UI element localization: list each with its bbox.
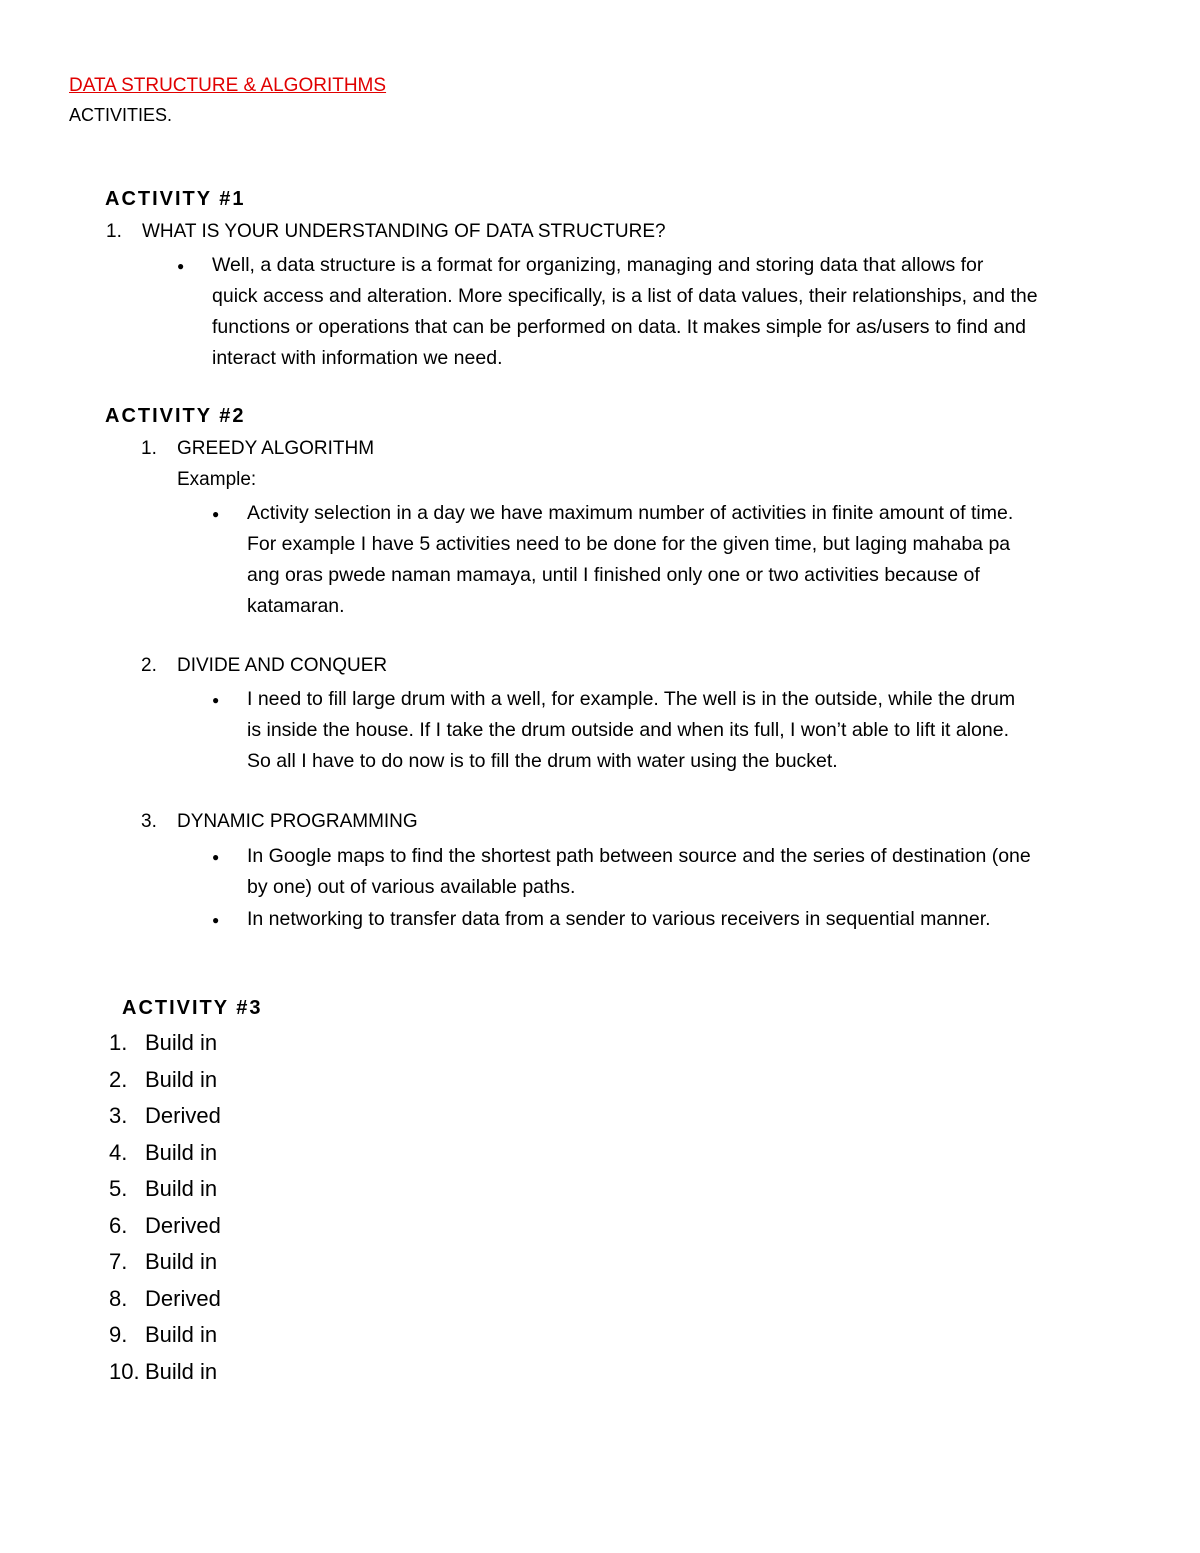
bullet-icon: ● xyxy=(212,507,220,521)
bullet-line: is inside the house. If I take the drum outside and when its full, I won’t able to lift it alone. xyxy=(247,719,1010,741)
bullet-line: ang oras pwede naman mamaya, until I finished only one or two activities because of xyxy=(247,564,980,586)
bullet-line: In Google maps to find the shortest path between source and the series of destination (one xyxy=(247,845,1031,867)
answer-line: quick access and alteration. More specifically, is a list of data values, their relationships, and the xyxy=(212,285,1038,307)
bullet-line: I need to fill large drum with a well, for example. The well is in the outside, while the drum xyxy=(247,688,1016,710)
divide-conquer-text xyxy=(247,684,1015,777)
activity-1-heading: ACTIVITY #1 xyxy=(105,188,246,210)
activity-2-item-title: DIVIDE AND CONQUER xyxy=(177,655,388,676)
activity-2-item-title: GREEDY ALGORITHM xyxy=(177,438,375,459)
answer-line: Well, a data structure is a format for organizing, managing and storing data that allows for xyxy=(212,254,984,276)
bullet-line: katamaran. xyxy=(247,595,345,617)
example-label: Example: xyxy=(177,469,257,490)
answer-item: 1. Build in xyxy=(109,1030,218,1055)
dynamic-programming-text-1 xyxy=(247,841,1031,903)
answer-item: 7. Build in xyxy=(109,1249,218,1274)
bullet-line: Activity selection in a day we have maximum number of activities in finite amount of time. xyxy=(247,502,1014,524)
document-subtitle: ACTIVITIES. xyxy=(69,105,173,125)
bullet-line: For example I have 5 activities need to be done for the given time, but laging mahaba pa xyxy=(247,533,1011,555)
activity-1-question: WHAT IS YOUR UNDERSTANDING OF DATA STRUCTURE? xyxy=(142,221,666,242)
bullet-icon: ● xyxy=(212,913,220,927)
answer-line: functions or operations that can be performed on data. It makes simple for as/users to find and xyxy=(212,316,1027,338)
answer-item: 9. Build in xyxy=(109,1322,218,1347)
activity-3-answer-list xyxy=(109,1025,221,1390)
dynamic-programming-text-2 xyxy=(247,904,991,935)
activity-3-heading: ACTIVITY #3 xyxy=(122,997,263,1019)
bullet-line: In networking to transfer data from a sender to various receivers in sequential manner. xyxy=(247,908,991,930)
document-title: DATA STRUCTURE & ALGORITHMS xyxy=(69,75,387,96)
bullet-line: by one) out of various available paths. xyxy=(247,876,576,898)
greedy-example-text xyxy=(247,498,1013,622)
bullet-line: So all I have to do now is to fill the drum with water using the bucket. xyxy=(247,750,838,772)
answer-item: 2. Build in xyxy=(109,1066,218,1092)
answer-item: 3. Derived xyxy=(109,1103,221,1128)
bullet-icon: ● xyxy=(212,693,220,707)
answer-item: 8. Derived xyxy=(109,1285,221,1311)
activity-2-item-title: DYNAMIC PROGRAMMING xyxy=(177,811,418,832)
answer-item: 5. Build in xyxy=(109,1176,218,1201)
activity-2-item-number: 1. xyxy=(141,438,157,459)
answer-line: interact with information we need. xyxy=(212,347,503,369)
activity-1-answer xyxy=(212,250,1038,374)
activity-2-item-number: 2. xyxy=(141,655,157,676)
answer-item: 4. Build in xyxy=(109,1139,218,1165)
activity-2-item-number: 3. xyxy=(141,811,157,832)
bullet-icon: ● xyxy=(212,850,220,864)
bullet-icon: ● xyxy=(177,259,185,273)
answer-item: 6. Derived xyxy=(109,1212,221,1238)
activity-2-heading: ACTIVITY #2 xyxy=(105,405,246,427)
answer-item: 10. Build in xyxy=(109,1358,218,1384)
activity-1-question-number: 1. xyxy=(106,221,122,242)
